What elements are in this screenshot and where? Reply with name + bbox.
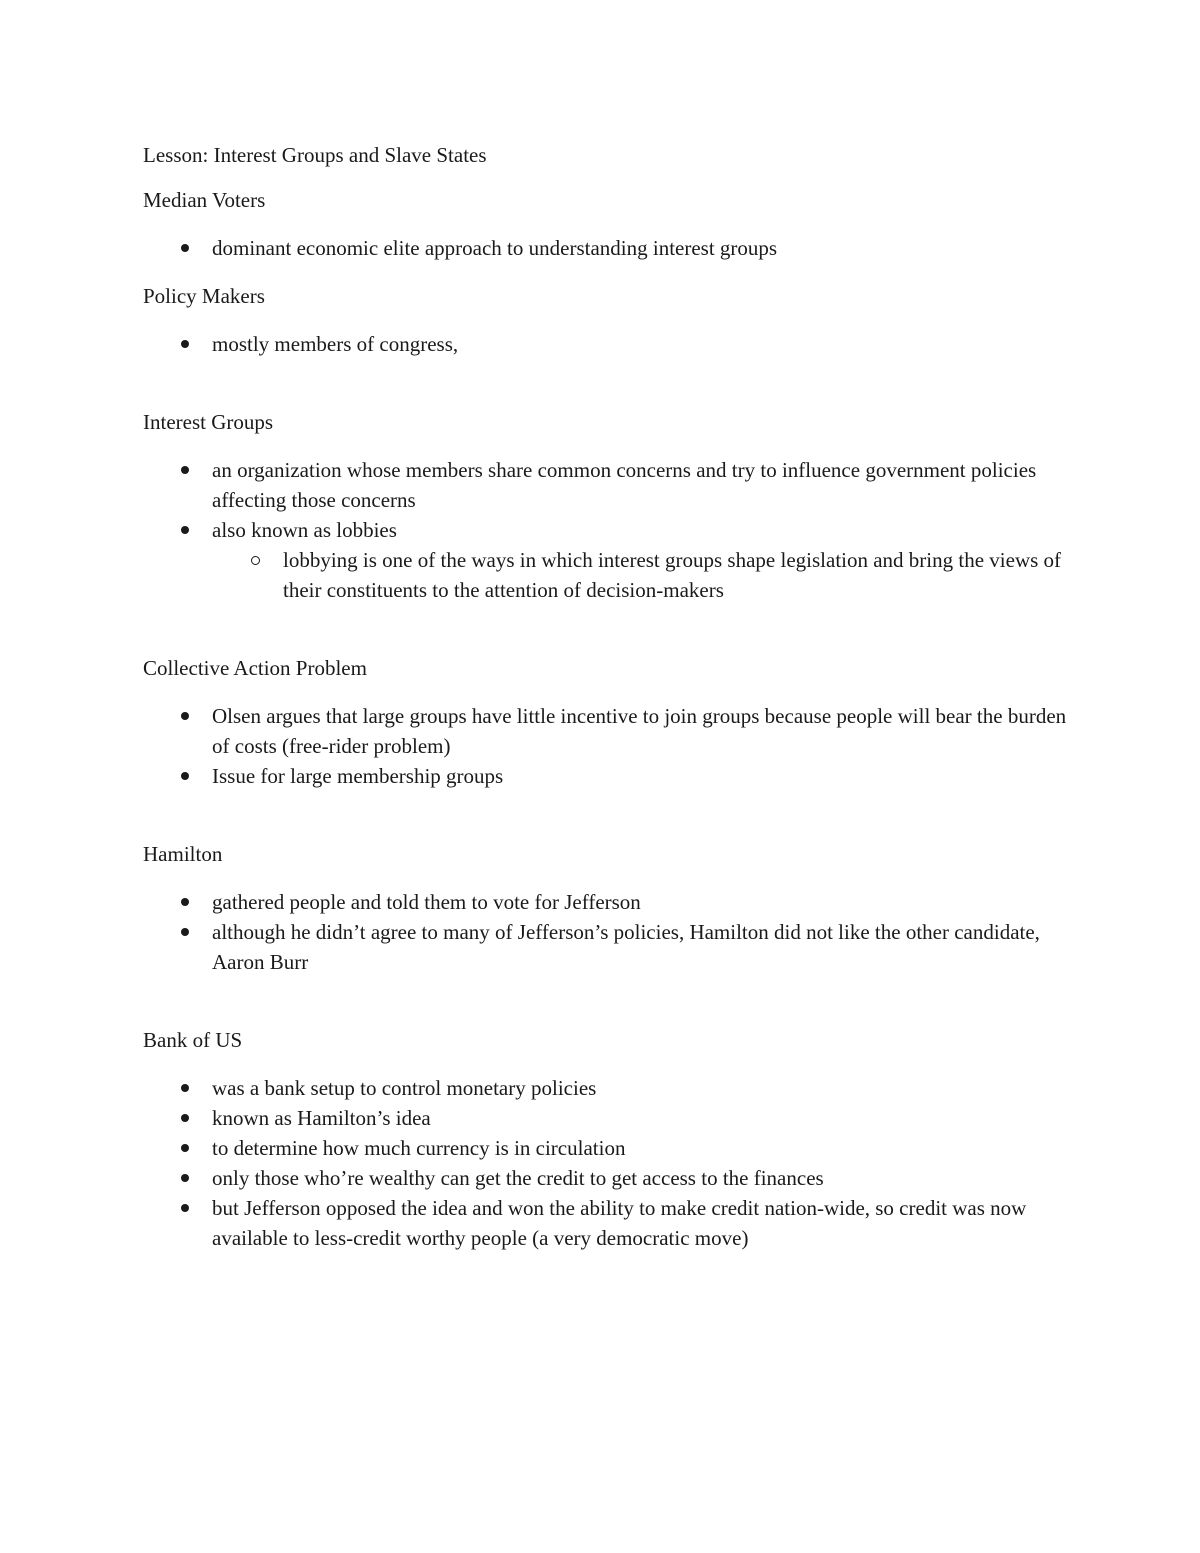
section-heading-hamilton: Hamilton bbox=[143, 842, 223, 866]
bullet-icon bbox=[181, 898, 189, 906]
list-item: an organization whose members share common concerns and try to influence government policies affecting those concerns bbox=[143, 455, 1073, 515]
list-item: Olsen argues that large groups have little incentive to join groups because people will bear the burden of costs (free-rider problem) bbox=[143, 701, 1073, 761]
hamilton-list bbox=[143, 887, 1073, 977]
bullet-icon bbox=[181, 1204, 189, 1212]
collective-action-list bbox=[143, 701, 1073, 791]
bullet-icon bbox=[181, 928, 189, 936]
section-heading-median-voters: Median Voters bbox=[143, 188, 266, 212]
bullet-icon bbox=[181, 340, 189, 348]
bullet-icon bbox=[181, 466, 189, 474]
section-heading-policy-makers: Policy Makers bbox=[143, 284, 265, 308]
bullet-icon bbox=[181, 526, 189, 534]
list-item: to determine how much currency is in circulation bbox=[143, 1133, 1073, 1163]
list-item: dominant economic elite approach to understanding interest groups bbox=[143, 233, 1073, 263]
bullet-icon bbox=[181, 712, 189, 720]
section-heading-bank-of-us: Bank of US bbox=[143, 1028, 243, 1052]
policy-makers-list bbox=[143, 329, 1073, 359]
bullet-icon bbox=[181, 1084, 189, 1092]
interest-groups-list bbox=[143, 455, 1073, 605]
list-item: although he didn’t agree to many of Jefferson’s policies, Hamilton did not like the other candidate, Aaron Burr bbox=[143, 917, 1073, 977]
list-item: but Jefferson opposed the idea and won the ability to make credit nation-wide, so credit was now available to less-credit worthy people (a very democratic move) bbox=[143, 1193, 1073, 1253]
list-item: known as Hamilton’s idea bbox=[143, 1103, 1073, 1133]
document-page bbox=[143, 140, 1073, 1253]
bullet-icon bbox=[181, 244, 189, 252]
list-item: only those who’re wealthy can get the credit to get access to the finances bbox=[143, 1163, 1073, 1193]
bank-of-us-list bbox=[143, 1073, 1073, 1253]
list-item: gathered people and told them to vote for Jefferson bbox=[143, 887, 1073, 917]
section-heading-collective-action: Collective Action Problem bbox=[143, 656, 367, 680]
list-item: was a bank setup to control monetary policies bbox=[143, 1073, 1073, 1103]
list-item: Issue for large membership groups bbox=[143, 761, 1073, 791]
bullet-icon bbox=[181, 772, 189, 780]
list-item: also known as lobbies lobbying is one of the ways in which interest groups shape legislation and bring the views of their constituents to the attention of decision-makers bbox=[143, 515, 1073, 605]
list-item: mostly members of congress, bbox=[143, 329, 1073, 359]
sub-list bbox=[212, 545, 1073, 605]
bullet-icon bbox=[181, 1144, 189, 1152]
lesson-title: Lesson: Interest Groups and Slave States bbox=[143, 143, 487, 167]
hollow-bullet-icon bbox=[251, 556, 260, 565]
section-heading-interest-groups: Interest Groups bbox=[143, 410, 274, 434]
median-voters-list bbox=[143, 233, 1073, 263]
bullet-icon bbox=[181, 1114, 189, 1122]
bullet-icon bbox=[181, 1174, 189, 1182]
sub-list-item: lobbying is one of the ways in which interest groups shape legislation and bring the views of their constituents to the attention of decision-makers bbox=[212, 545, 1073, 605]
